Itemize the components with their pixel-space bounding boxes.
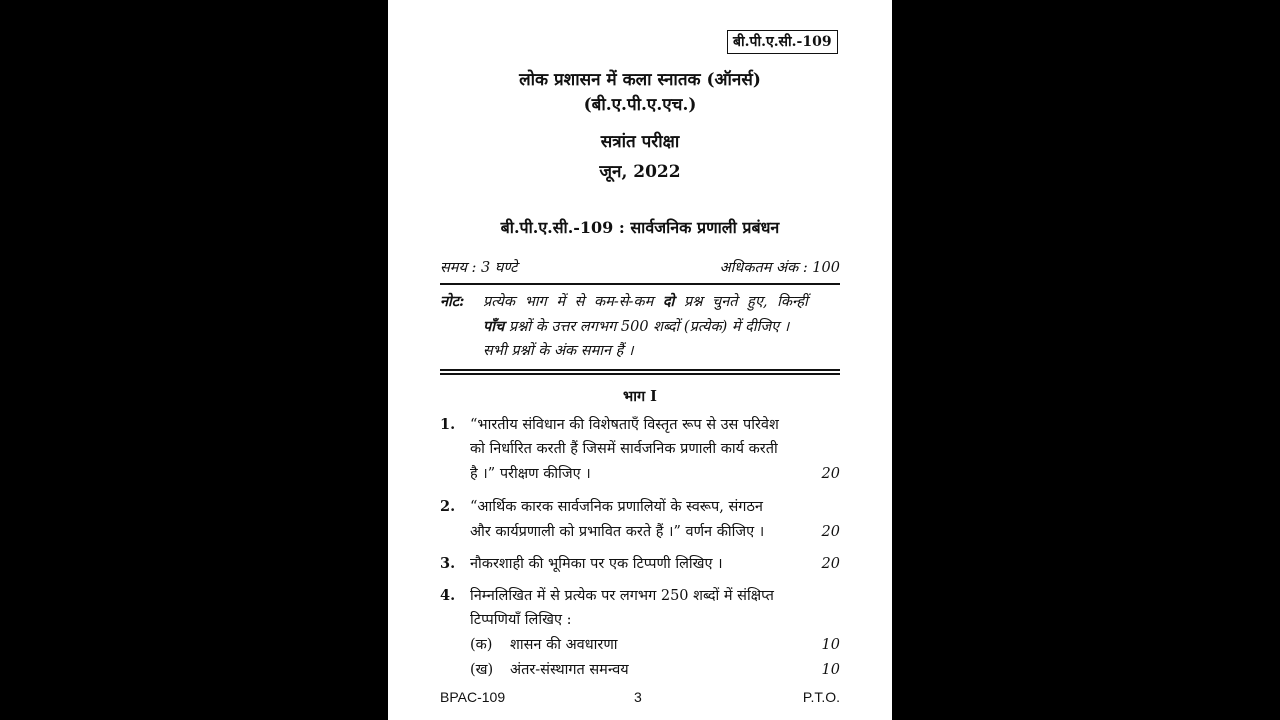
footer-code: BPAC-109	[440, 689, 506, 705]
subpart-label: (ख)	[470, 662, 494, 678]
note-text: प्रश्नों के उत्तर लगभग 500 शब्दों (प्रत्येक) में दीजिए ।	[508, 319, 790, 335]
note-text: प्रत्येक भाग में से कम-से-कम	[483, 294, 654, 310]
question-text: “आर्थिक कारक सार्वजनिक प्रणालियों के स्वरूप, संगठन	[470, 499, 763, 515]
exam-page	[388, 0, 892, 720]
exam-title: सत्रांत परीक्षा	[600, 132, 680, 152]
double-rule-top	[440, 369, 840, 371]
max-marks: अधिकतम अंक : 100	[719, 260, 840, 276]
subpart-marks: 10	[821, 637, 840, 653]
programme-title: लोक प्रशासन में कला स्नातक (ऑनर्स)	[519, 70, 761, 90]
double-rule-bottom	[440, 373, 840, 375]
question-text: को निर्धारित करती हैं जिसमें सार्वजनिक प्रणाली कार्य करती	[470, 441, 778, 457]
subpart-text: शासन की अवधारणा	[510, 637, 618, 653]
question-text: है ।” परीक्षण कीजिए ।	[470, 466, 591, 482]
question-number: 3.	[440, 555, 456, 572]
question-number: 4.	[440, 587, 456, 604]
footer-pto: P.T.O.	[802, 689, 840, 705]
question-text: और कार्यप्रणाली को प्रभावित करते हैं ।” वर्णन कीजिए ।	[470, 524, 765, 540]
note-bold: दो	[662, 293, 675, 310]
note-line-3: सभी प्रश्नों के अंक समान हैं ।	[483, 343, 634, 359]
question-text: “भारतीय संविधान की विशेषताएँ विस्तृत रूप से उस परिवेश	[470, 417, 779, 433]
note-bold: पाँच	[483, 318, 505, 335]
question-marks: 20	[821, 556, 840, 572]
question-text: नौकरशाही की भूमिका पर एक टिप्पणी लिखिए ।	[470, 556, 723, 572]
note-line-1	[483, 295, 808, 310]
footer-page-number: 3	[634, 689, 642, 705]
question-text: निम्नलिखित में से प्रत्येक पर लगभग 250 शब्दों में संक्षिप्त	[470, 588, 774, 604]
question-marks: 20	[821, 524, 840, 540]
note-text: प्रश्न चुनते हुए, किन्हीं	[683, 294, 808, 310]
question-marks: 20	[821, 466, 840, 482]
subpart-marks: 10	[821, 662, 840, 678]
exam-session: जून, 2022	[599, 162, 681, 182]
time-allowed: समय : 3 घण्टे	[440, 260, 518, 276]
subpart-label: (क)	[470, 637, 493, 653]
subpart-text: अंतर-संस्थागत समन्वय	[510, 662, 629, 678]
question-number: 1.	[440, 416, 456, 433]
note-label: नोट:	[440, 293, 465, 310]
course-title: बी.पी.ए.सी.-109 : सार्वजनिक प्रणाली प्रबंधन	[500, 218, 780, 237]
paper-code-box: बी.पी.ए.सी.-109	[727, 30, 838, 54]
question-number: 2.	[440, 498, 456, 515]
programme-abbr: (बी.ए.पी.ए.एच.)	[583, 95, 697, 115]
question-text: टिप्पणियाँ लिखिए :	[470, 612, 572, 628]
section-heading: भाग I	[623, 388, 657, 405]
note-line-2	[483, 320, 789, 335]
divider	[440, 283, 840, 285]
